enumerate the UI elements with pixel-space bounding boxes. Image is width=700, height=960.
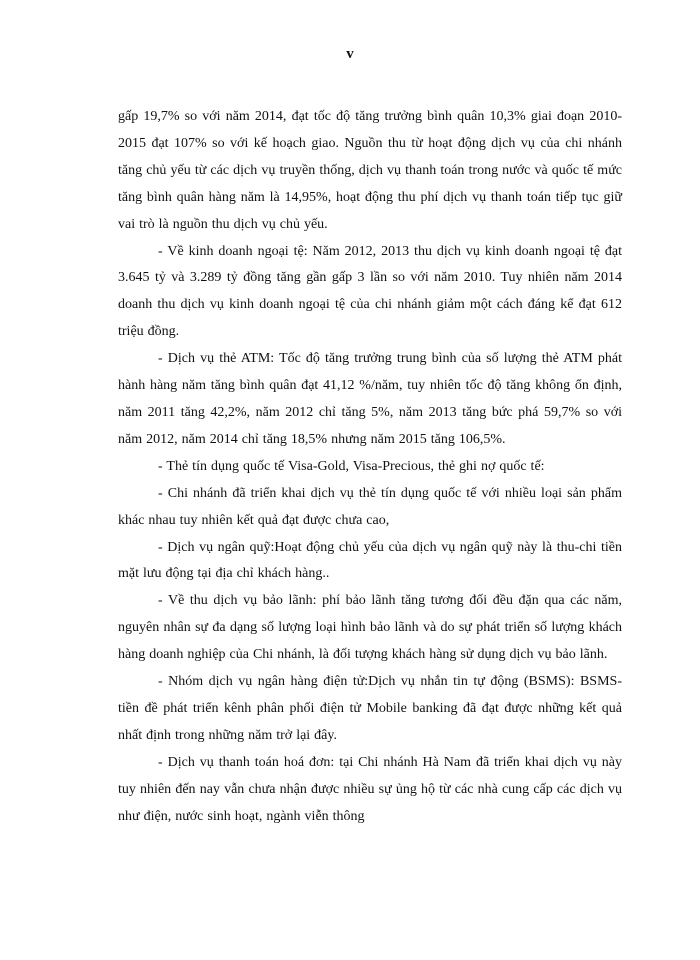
paragraph-foreign-exchange: - Về kinh doanh ngoại tệ: Năm 2012, 2013 thu dịch vụ kinh doanh ngoại tệ đạt 3.645 tỷ và 3.289 tỷ đồng tăng gần gấp 3 lần so với năm 2010. Tuy nhiên năm 2014 doanh thu dịch vụ kinh doanh ngoại tệ của chi nhánh giảm một cách đáng kể đạt 612 triệu đồng.: [118, 243, 622, 340]
paragraph-intro: gấp 19,7% so với năm 2014, đạt tốc độ tăng trưởng bình quân 10,3% giai đoạn 2010-2015 đạt 107% so với kế hoạch giao. Nguồn thu từ hoạt động dịch vụ của chi nhánh tăng chủ yếu từ các dịch vụ truyền thống, dịch vụ thanh toán trong nước và quốc tế mức tăng bình quân hàng năm là 14,95%, hoạt động thu phí dịch vụ thanh toán tiếp tục giữ vai trò là nguồn thu dịch vụ chủ yếu.: [118, 109, 622, 232]
paragraph-branch-card-service: - Chi nhánh đã triển khai dịch vụ thẻ tín dụng quốc tế với nhiều loại sản phẩm khác nhau tuy nhiên kết quả đạt được chưa cao,: [118, 485, 622, 528]
paragraph-atm-card: - Dịch vụ thẻ ATM: Tốc độ tăng trưởng trung bình của số lượng thẻ ATM phát hành hàng năm tăng bình quân đạt 41,12 %/năm, tuy nhiên tốc độ tăng không ổn định, năm 2011 tăng 42,2%, năm 2012 chỉ tăng 5%, năm 2013 tăng bức phá 59,7% so với năm 2012, năm 2014 chỉ tăng 18,5% nhưng năm 2015 tăng 106,5%.: [118, 351, 622, 447]
paragraph-credit-card: - Thẻ tín dụng quốc tế Visa-Gold, Visa-Precious, thẻ ghi nợ quốc tế:: [158, 458, 545, 474]
body-text: [118, 104, 622, 830]
paragraph-e-banking: - Nhóm dịch vụ ngân hàng điện tử:Dịch vụ nhắn tin tự động (BSMS): BSMS- tiền đề phát triển kênh phân phối điện tử Mobile banking đã đạt được những kết quả nhất định trong những năm trở lại đây.: [118, 674, 622, 743]
paragraph-bill-payment: - Dịch vụ thanh toán hoá đơn: tại Chi nhánh Hà Nam đã triển khai dịch vụ này tuy nhiên đến nay vẫn chưa nhận được nhiều sự ủng hộ từ các nhà cung cấp các dịch vụ như điện, nước sinh hoạt, ngành viễn thông: [118, 754, 622, 824]
paragraph-guarantee: - Về thu dịch vụ bảo lãnh: phí bảo lãnh tăng tương đối đều đặn qua các năm, nguyên nhân sự đa dạng số lượng loại hình bảo lãnh và do sự phát triển số lượng khách hàng doanh nghiệp của Chi nhánh, là đối tượng khách hàng sử dụng dịch vụ bảo lãnh.: [118, 593, 622, 663]
paragraph-treasury: - Dịch vụ ngân quỹ:Hoạt động chủ yếu của dịch vụ ngân quỹ này là thu-chi tiền mặt lưu động tại địa chỉ khách hàng..: [118, 539, 622, 582]
page-number: v: [346, 46, 354, 62]
